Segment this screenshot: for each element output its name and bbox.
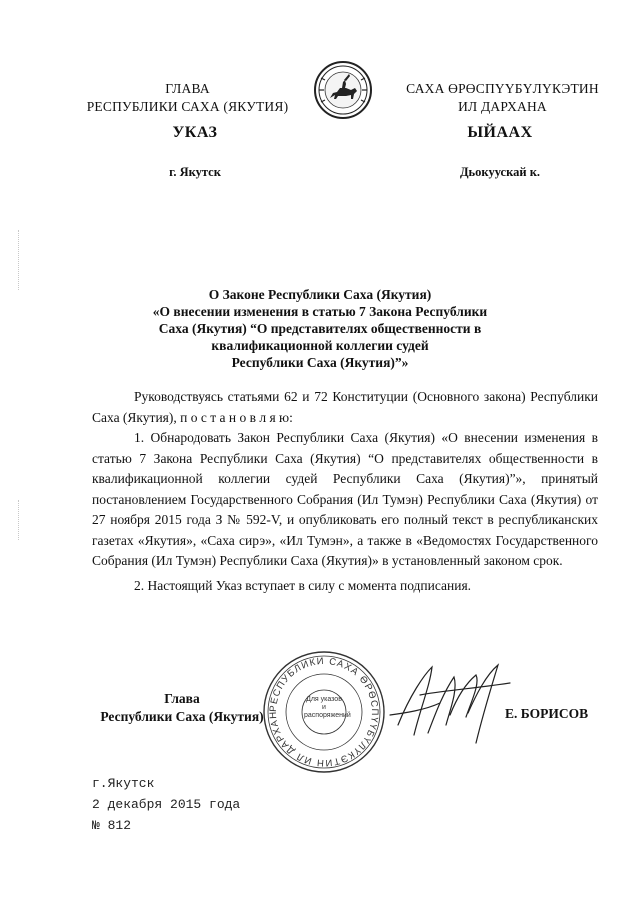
signatory-title	[82, 690, 282, 726]
signatory-title-line2: Республики Саха (Якутия)	[100, 709, 264, 724]
footer-city: г.Якутск	[92, 776, 155, 791]
signatory-name: Е. БОРИСОВ	[505, 706, 589, 721]
decree-body	[92, 387, 598, 596]
document-title-sakha: ЫЙААХ	[467, 124, 533, 141]
header-right-line2: ИЛ ДАРХАНА	[458, 99, 547, 114]
footer-number: № 812	[92, 818, 132, 833]
city-ru: г. Якутск	[169, 165, 221, 179]
header-right-line1: САХА ӨРӨСПҮҮБҮЛҮКЭТИН	[406, 81, 599, 96]
subject-line: «О внесении изменения в статью 7 Закона Республики	[152, 304, 488, 319]
header-left	[70, 80, 305, 116]
item-1-paragraph: 1. Обнародовать Закон Республики Саха (Якутия) «О внесении изменения в статью 7 Закона Республики Саха (Якутия) “О представителях общественности в квалификационной коллегии судей Республики Саха (Якутия)”», принятый постановлением Государственного Собрания (Ил Тумэн) Республики Саха (Якутия) от 27 ноября 2015 года З № 592-V, и опубликовать его полный текст в республиканских газетах «Якутия», «Саха сирэ», «Ил Тумэн», а также в «Ведомостях Государственного Собрания (Ил Тумэн) Республики Саха (Якутия)» в установленный законом срок.	[92, 430, 598, 568]
subject-line: Саха (Якутия) “О представителях общественности в	[158, 321, 482, 336]
city-sakha: Дьокуускай к.	[459, 165, 541, 179]
document-title-ru: УКАЗ	[172, 124, 218, 141]
scan-margin-dots	[18, 230, 21, 290]
signatory-title-line1: Глава	[164, 691, 200, 706]
subject-line: Республики Саха (Якутия)”»	[231, 355, 409, 370]
scan-margin-dots	[18, 500, 21, 540]
header-left-line1: ГЛАВА	[165, 81, 210, 96]
header-right	[385, 80, 620, 116]
decree-subject	[90, 286, 550, 371]
footer-date: 2 декабря 2015 года	[92, 797, 241, 812]
subject-line: О Законе Республики Саха (Якутия)	[208, 287, 432, 302]
handwritten-signature	[380, 655, 520, 750]
footer-block	[92, 773, 392, 836]
header-left-line2: РЕСПУБЛИКИ САХА (ЯКУТИЯ)	[86, 99, 289, 114]
subject-line: квалификационной коллегии судей	[211, 338, 429, 353]
stamp-ring-text: РЕСПУБЛИКИ САХА ӨРӨСПҮҮБҮЛҮКЭТИН ИЛ ДАРХАН	[267, 655, 381, 769]
item-2-paragraph: 2. Настоящий Указ вступает в силу с момента подписания.	[134, 577, 472, 593]
official-stamp	[262, 650, 386, 774]
preamble-paragraph: Руководствуясь статьями 62 и 72 Конституции (Основного закона) Республики Саха (Якутия), п о с т а н о в л я ю:	[92, 389, 598, 425]
coat-of-arms-emblem	[313, 60, 373, 120]
stamp-center-text: Для указов и распоряжений	[304, 696, 351, 719]
